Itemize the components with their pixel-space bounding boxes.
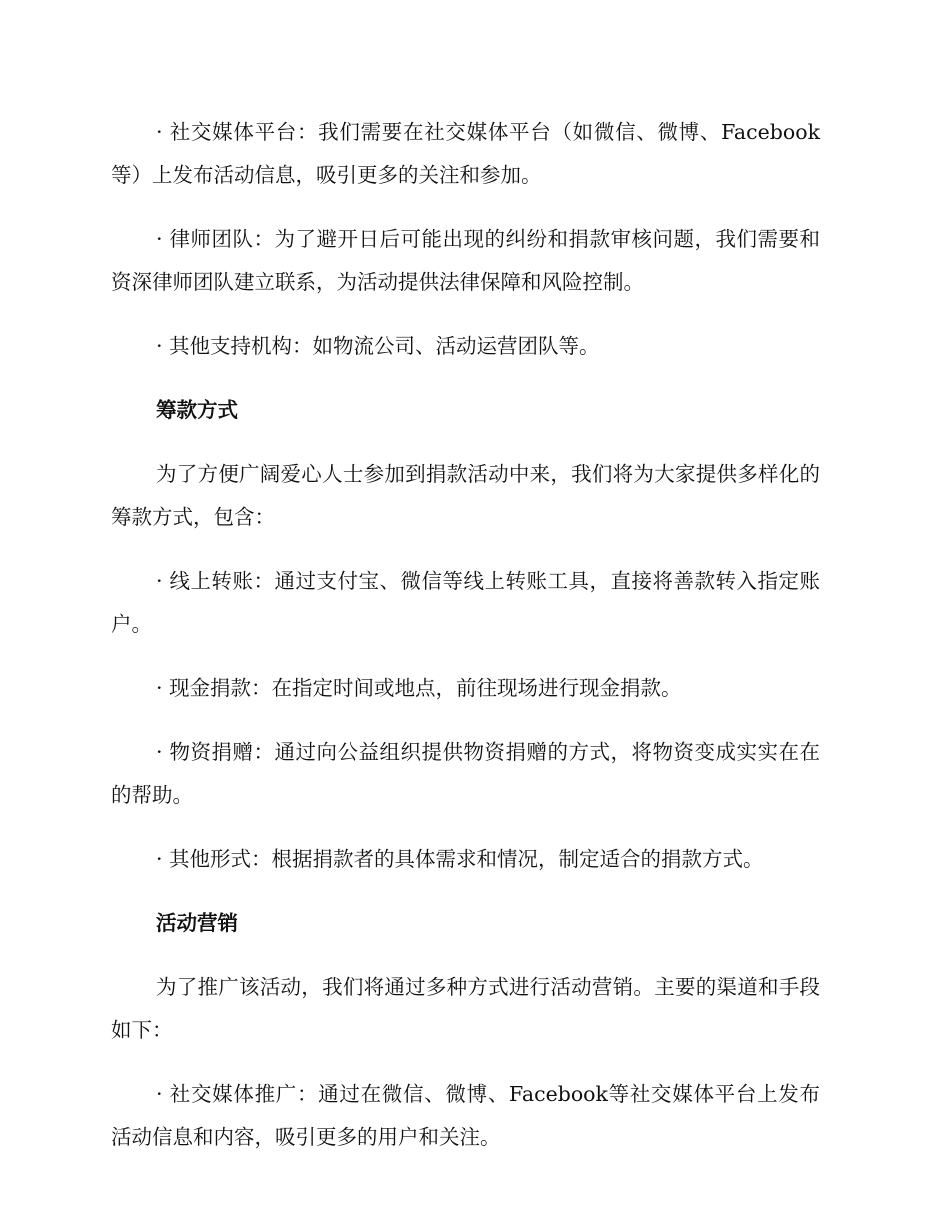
bullet-goods-donation: · 物资捐赠：通过向公益组织提供物资捐赠的方式，将物资变成实实在在的帮助。 — [111, 740, 820, 807]
bullet-other-forms: · 其他形式：根据捐款者的具体需求和情况，制定适合的捐款方式。 — [156, 847, 764, 871]
bullet-lawyer-team: · 律师团队：为了避开日后可能出现的纠纷和捐款审核问题，我们需要和资深律师团队建立联系，为活动提供法律保障和风险控制。 — [111, 227, 820, 294]
bullet-other-support: · 其他支持机构：如物流公司、活动运营团队等。 — [156, 334, 600, 358]
marketing-intro: 为了推广该活动，我们将通过多种方式进行活动营销。主要的渠道和手段如下： — [111, 975, 820, 1042]
section-heading-marketing: 活动营销 — [156, 911, 238, 935]
fundraising-intro: 为了方便广阔爱心人士参加到捐款活动中来，我们将为大家提供多样化的筹款方式，包含： — [111, 462, 820, 529]
bullet-social-media-platform: · 社交媒体平台：我们需要在社交媒体平台（如微信、微博、Facebook等）上发布活动信息，吸引更多的关注和参加。 — [111, 120, 820, 187]
bullet-cash-donation: · 现金捐款：在指定时间或地点，前往现场进行现金捐款。 — [156, 676, 682, 700]
bullet-social-media-promotion: · 社交媒体推广：通过在微信、微博、Facebook等社交媒体平台上发布活动信息和内容，吸引更多的用户和关注。 — [111, 1082, 820, 1149]
bullet-online-transfer: · 线上转账：通过支付宝、微信等线上转账工具，直接将善款转入指定账户。 — [111, 569, 820, 636]
section-heading-fundraising: 筹款方式 — [156, 398, 238, 422]
